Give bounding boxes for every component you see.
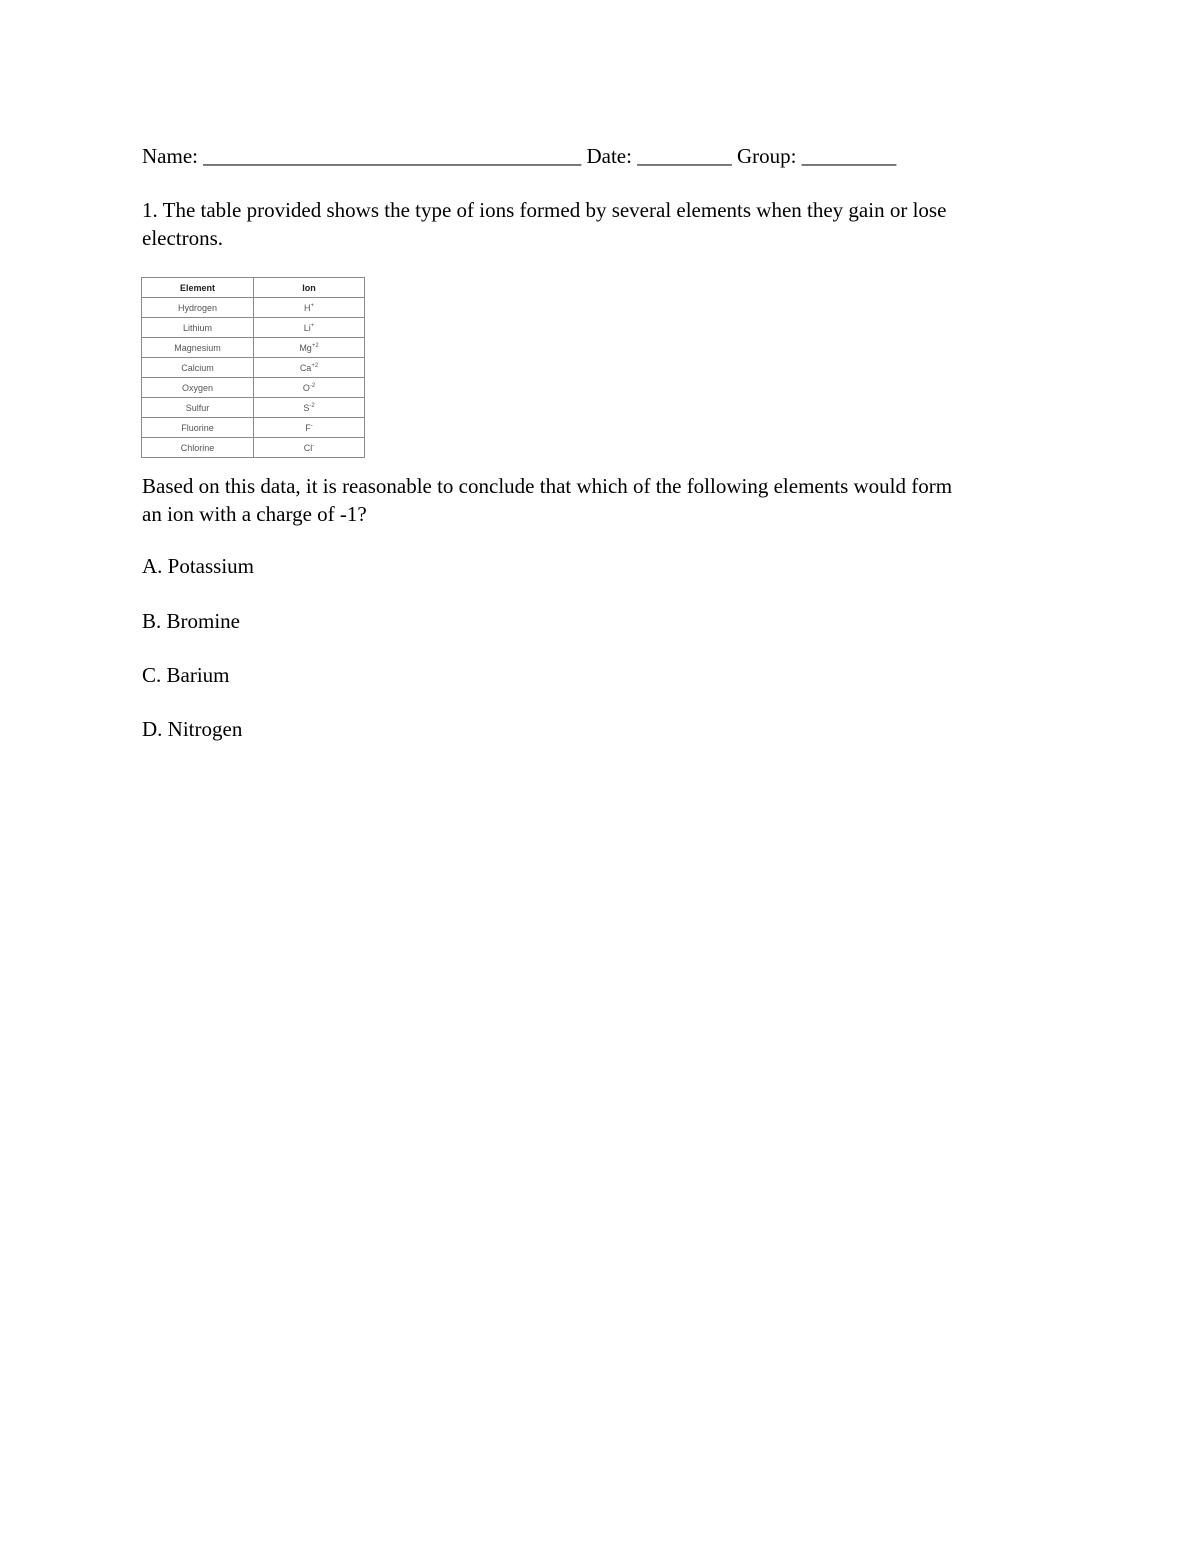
table-row [142,398,365,418]
ion-charge: -2 [309,382,316,389]
ion-symbol: Cl [303,442,313,453]
table-row [142,298,365,318]
ion-symbol: Mg [299,342,312,353]
table-row [142,418,365,438]
question-prompt-line-1: Based on this data, it is reasonable to conclude that which of the following elements would form [142,474,953,498]
ion-cell [254,438,365,458]
name-date-group-header: Name: ____________________________________ Date: _________ Group: _________ [142,144,897,168]
element-cell: Chlorine [142,438,254,458]
ion-cell [254,378,365,398]
table-row [142,358,365,378]
question-text-line-2: electrons. [142,226,224,250]
column-header-ion: Ion [254,278,365,298]
table-row [142,438,365,458]
element-cell: Hydrogen [142,298,254,318]
option-c: C. Barium [142,663,230,687]
ion-symbol: Li [303,322,311,333]
ion-cell [254,418,365,438]
option-b: B. Bromine [142,609,240,633]
element-cell: Calcium [142,358,254,378]
table-header-row [142,278,365,298]
element-cell: Oxygen [142,378,254,398]
ion-cell [254,318,365,338]
ion-cell [254,358,365,378]
ion-symbol: H [303,302,311,313]
ion-charge: -2 [309,402,315,409]
ion-symbol: F [305,422,311,433]
ion-symbol: O [302,382,310,393]
table-row [142,318,365,338]
column-header-element: Element [142,278,254,298]
question-text-line-1: 1. The table provided shows the type of ions formed by several elements when they gain or lose [142,198,947,222]
table-row [142,338,365,358]
ion-charge: - [312,442,315,449]
ion-symbol: Ca [299,362,312,373]
ion-charge: + [310,322,315,329]
option-a: A. Potassium [142,554,255,578]
element-cell: Fluorine [142,418,254,438]
element-cell: Sulfur [142,398,254,418]
ion-table [141,277,365,458]
ion-charge: - [310,422,313,429]
ion-cell [254,298,365,318]
element-cell: Lithium [142,318,254,338]
ion-cell [254,338,365,358]
ion-cell [254,398,365,418]
element-cell: Magnesium [142,338,254,358]
question-prompt-line-2: an ion with a charge of -1? [142,502,367,526]
ion-charge: +2 [311,362,319,369]
table-row [142,378,365,398]
ion-symbol: S [303,402,310,413]
ion-charge: + [310,302,314,309]
ion-charge: +2 [311,342,319,349]
option-d: D. Nitrogen [142,717,243,741]
